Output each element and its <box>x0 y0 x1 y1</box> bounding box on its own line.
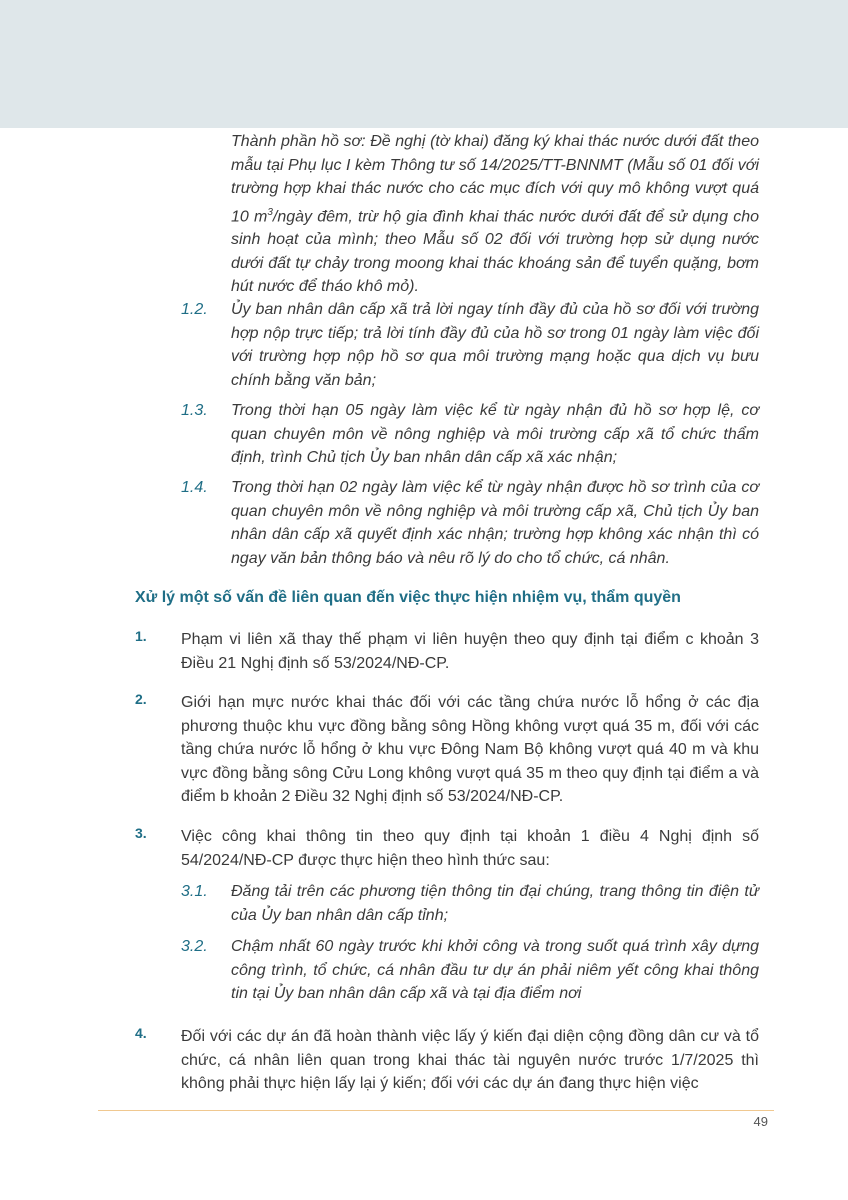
intro-text-suffix: /ngày đêm, trừ hộ gia đình khai thác nước dưới đất để sử dụng cho sinh hoạt của mình; theo Mẫu số 02 đối với trường hợp sử dụng nước dưới đất tự chảy trong moong khai thác khoáng sản để tuyển quặng, bơm hút nước để tháo khô mỏ). <box>231 207 759 296</box>
sub-item-number: 1.2. <box>181 301 208 318</box>
sub-item-number: 1.3. <box>181 402 208 419</box>
footer-rule <box>98 1110 774 1111</box>
item-number: 3. <box>135 825 147 841</box>
item-text: Đối với các dự án đã hoàn thành việc lấy ý kiến đại diện cộng đồng dân cư và tổ chức, cá nhân liên quan trong khai thác tài nguyên nước trước 1/7/2025 thì không phải thực hiện lấy lại ý kiến; đối với các dự án đang thực hiện việc <box>181 1028 759 1092</box>
section-heading: Xử lý một số vấn đề liên quan đến việc thực hiện nhiệm vụ, thẩm quyền <box>135 589 681 606</box>
item-text: Giới hạn mực nước khai thác đối với các tầng chứa nước lỗ hổng ở các địa phương thuộc khu vực đồng bằng sông Hồng không vượt quá 35 m, đối với các tầng chứa nước lỗ hổng ở khu vực Đông Nam Bộ không vượt quá 40 m và khu vực đồng bằng sông Cửu Long không vượt quá 35 m theo quy định tại điểm a và điểm b khoản 2 Điều 32 Nghị định số 53/2024/NĐ-CP. <box>181 694 759 805</box>
intro-text-prefix: Thành phần hồ sơ: Đề nghị (tờ khai) đăng ký khai thác nước dưới đất theo mẫu tại Phụ lục I kèm Thông tư số 14/2025/TT-BNNMT (Mẫu số 01 đối với trường hợp khai thác nước cho các mục đích với quy mô không vượt quá 10 m <box>231 133 759 225</box>
sub-item-number: 3.1. <box>181 883 208 900</box>
page-number: 49 <box>753 1114 768 1129</box>
sub-item-text: Ủy ban nhân dân cấp xã trả lời ngay tính đầy đủ của hồ sơ đối với trường hợp nộp trực tiếp; trả lời tính đầy đủ của hồ sơ trong 01 ngày làm việc đối với trường hợp nộp hồ sơ qua môi trường mạng hoặc qua dịch vụ bưu chính bằng văn bản; <box>231 301 759 389</box>
intro-superscript: 3 <box>267 206 273 218</box>
item-text: Việc công khai thông tin theo quy định tại khoản 1 điều 4 Nghị định số 54/2024/NĐ-CP được thực hiện theo hình thức sau: <box>181 828 759 869</box>
sub-item-text: Chậm nhất 60 ngày trước khi khởi công và trong suốt quá trình xây dựng công trình, tổ chức, cá nhân đầu tư dự án phải niêm yết công khai thông tin tại Ủy ban nhân dân cấp xã và tại địa điểm nơi <box>231 938 759 1002</box>
header-band <box>0 0 848 128</box>
sub-item-number: 3.2. <box>181 938 208 955</box>
sub-item-number: 1.4. <box>181 479 208 496</box>
intro-paragraph <box>231 130 759 299</box>
sub-item-text: Trong thời hạn 02 ngày làm việc kể từ ngày nhận được hồ sơ trình của cơ quan chuyên môn về nông nghiệp và môi trường cấp xã, Chủ tịch Ủy ban nhân dân cấp xã quyết định xác nhận; trường hợp không xác nhận thì có ngay văn bản thông báo và nêu rõ lý do cho tổ chức, cá nhân. <box>231 479 759 567</box>
item-number: 1. <box>135 628 147 644</box>
item-number: 2. <box>135 691 147 707</box>
sub-item-text: Đăng tải trên các phương tiện thông tin đại chúng, trang thông tin điện tử của Ủy ban nhân dân cấp tỉnh; <box>231 883 759 924</box>
item-text: Phạm vi liên xã thay thế phạm vi liên huyện theo quy định tại điểm c khoản 3 Điều 21 Nghị định số 53/2024/NĐ-CP. <box>181 631 759 672</box>
item-number: 4. <box>135 1025 147 1041</box>
sub-item-text: Trong thời hạn 05 ngày làm việc kể từ ngày nhận đủ hồ sơ hợp lệ, cơ quan chuyên môn về nông nghiệp và môi trường cấp xã tổ chức thẩm định, trình Chủ tịch Ủy ban nhân dân cấp xã xác nhận; <box>231 402 759 466</box>
